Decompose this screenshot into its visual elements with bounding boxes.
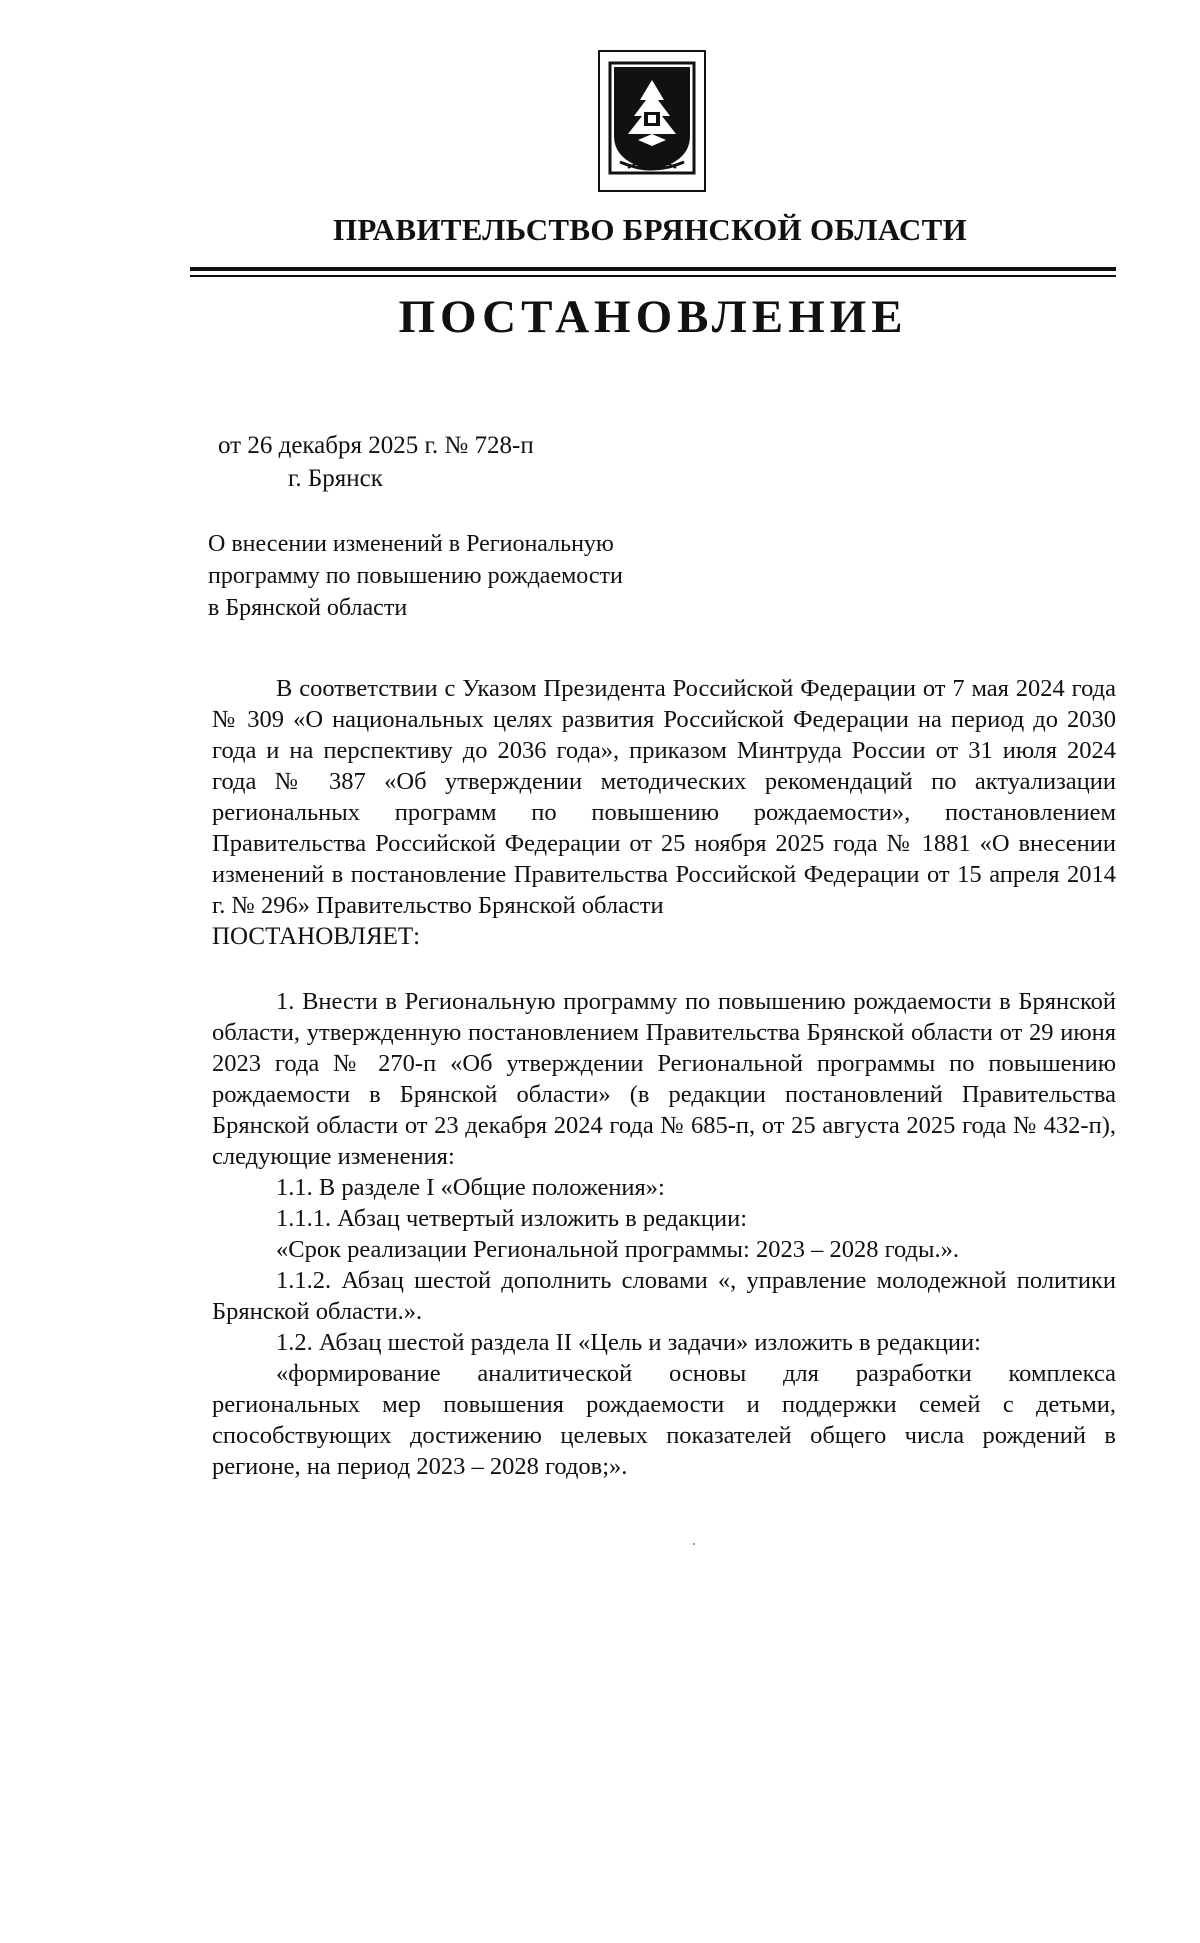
decree-word: ПОСТАНОВЛЯЕТ: (212, 923, 421, 950)
clause-1-1-1: 1.1.1. Абзац четвертый изложить в редакции: (276, 1205, 748, 1232)
bryansk-coat-of-arms-icon (598, 50, 706, 192)
header-rule-thin (190, 275, 1116, 277)
clause-1-2-quote: «формирование аналитической основы для разработки комплекса региональных мер повышения рождаемости и поддержки семей с детьми, способствующих достижению целевых показателей общего числа рождений в регионе, на период 2023 – 2028 годов;». (212, 1360, 1116, 1480)
government-title: ПРАВИТЕЛЬСТВО БРЯНСКОЙ ОБЛАСТИ (332, 212, 968, 247)
clause-1: 1. Внести в Региональную программу по повышению рождаемости в Брянской области, утвержденную постановлением Правительства Брянской области от 29 июня 2023 года № 270-п «Об утверждении Региональной программы по повышению рождаемости в Брянской области» (в редакции постановлений Правительства Брянской области от 23 декабря 2024 года № 685-п, от 25 августа 2025 года № 432-п), следующие изменения: (212, 988, 1116, 1170)
clause-1-1-2: 1.1.2. Абзац шестой дополнить словами «, управление молодежной политики Брянской области.». (212, 1267, 1116, 1325)
document-city: г. Брянск (288, 465, 383, 492)
subject-line: в Брянской области (208, 595, 408, 621)
clause-1-1: 1.1. В разделе I «Общие положения»: (276, 1174, 665, 1201)
header-rule-thick (190, 267, 1116, 271)
scan-artifact (693, 1543, 695, 1545)
preamble-paragraph: В соответствии с Указом Президента Российской Федерации от 7 мая 2024 года № 309 «О национальных целях развития Российской Федерации на период до 2030 года и на перспективу до 2036 года», приказом Минтруда России от 31 июля 2024 года № 387 «Об утверждении методических рекомендаций по актуализации региональных программ по повышению рождаемости», постановлением Правительства Российской Федерации от 25 ноября 2025 года № 1881 «О внесении изменений в постановление Правительства Российской Федерации от 15 апреля 2014 г. № 296» Правительство Брянской области (212, 675, 1116, 919)
document-date-number: от 26 декабря 2025 г. № 728-п (218, 432, 534, 459)
clause-1-1-1-quote: «Срок реализации Региональной программы: 2023 – 2028 годы.». (276, 1236, 959, 1263)
clause-1-2: 1.2. Абзац шестой раздела II «Цель и задачи» изложить в редакции: (276, 1329, 981, 1356)
subject-line: О внесении изменений в Региональную (208, 531, 614, 557)
document-subject (208, 528, 623, 624)
subject-line: программу по повышению рождаемости (208, 563, 623, 589)
document-body (212, 673, 1116, 1482)
document-type-heading: ПОСТАНОВЛЕНИЕ (398, 291, 908, 343)
